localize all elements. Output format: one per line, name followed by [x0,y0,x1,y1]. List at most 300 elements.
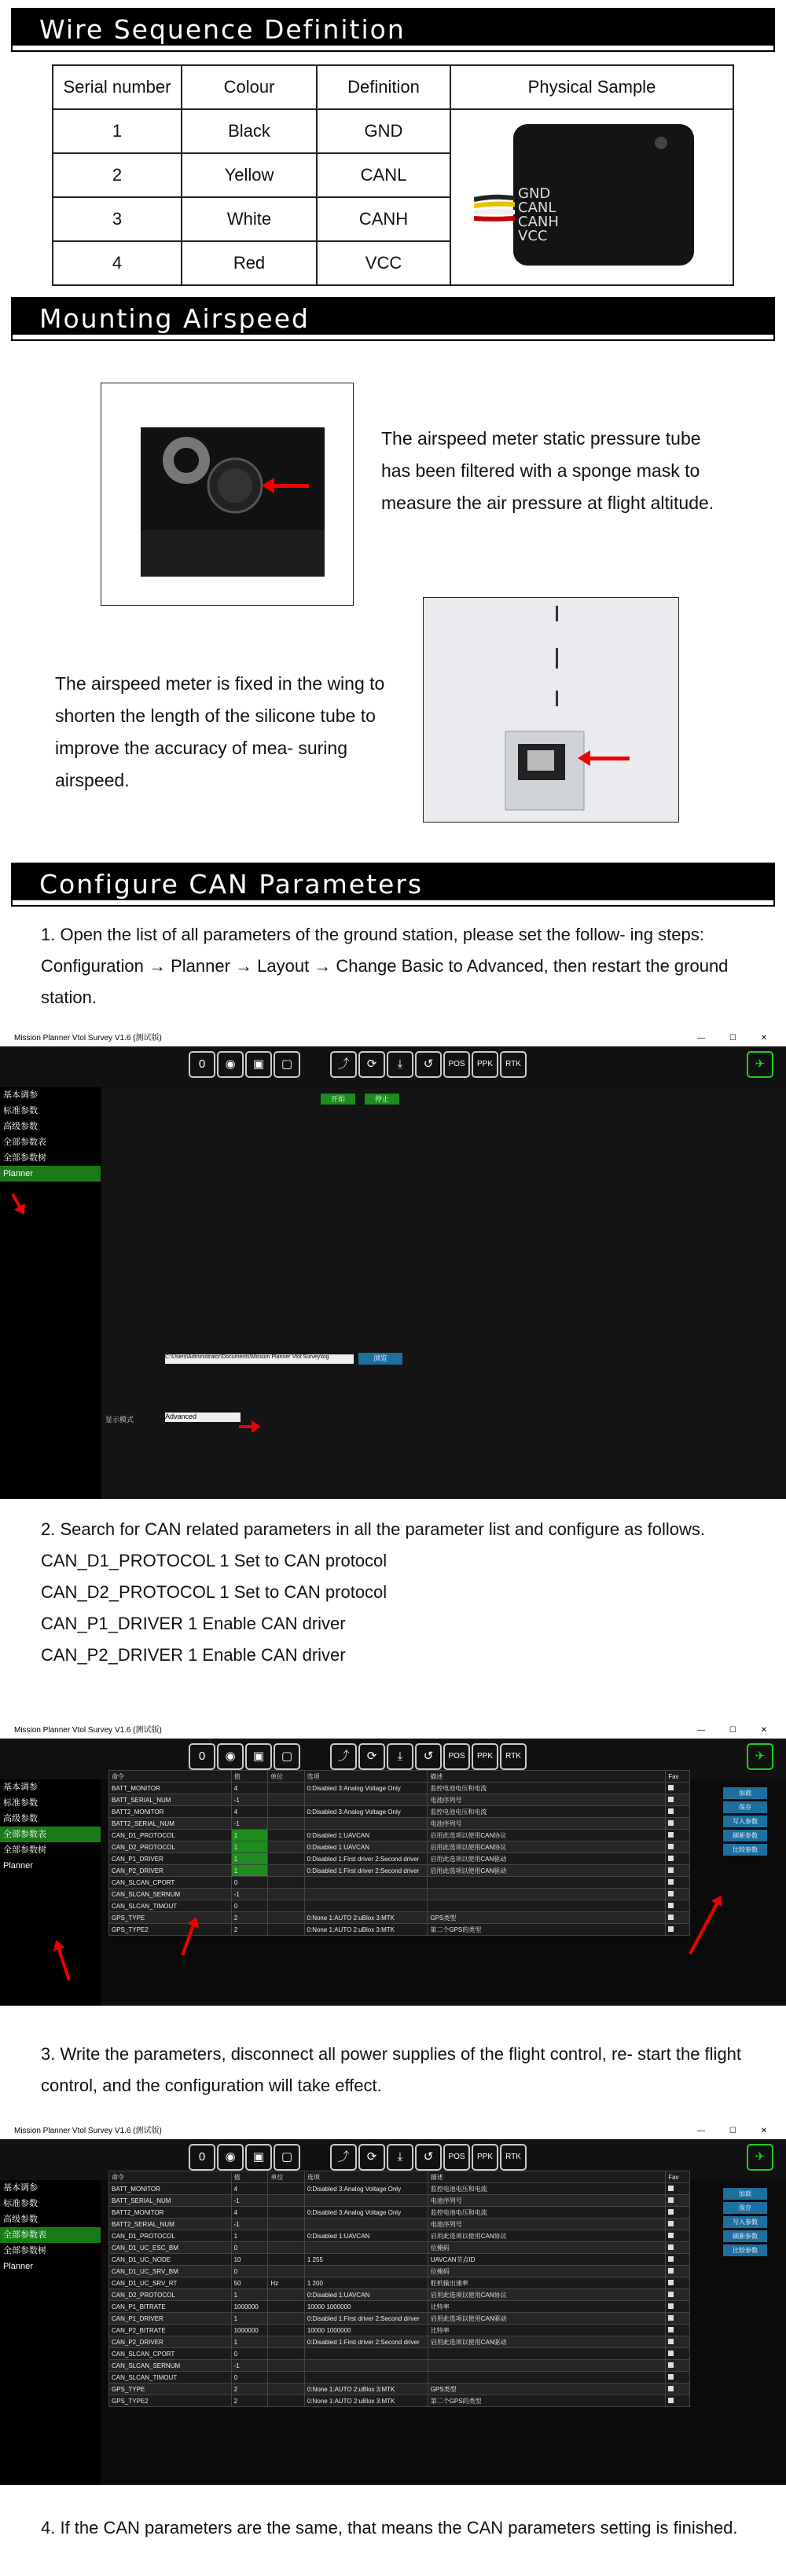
checkbox-box[interactable] [668,2386,674,2391]
refresh-params-button[interactable]: 刷新参数 [723,2230,767,2242]
param-row[interactable] [109,2266,690,2277]
param-row[interactable] [109,1900,690,1912]
param-table-written [108,2171,690,2407]
param-row[interactable] [109,2277,690,2289]
param-desc: 监控电池电压和电流 [428,2183,666,2195]
start-button[interactable]: 开始 [321,1094,355,1105]
unlock-icon[interactable]: ▢ [274,2144,300,2171]
sidebar-item[interactable]: 标准参数 [3,2199,38,2208]
window-controls[interactable]: — ☐ ✕ [697,1034,778,1042]
land-icon[interactable]: ⤓ [387,1743,413,1770]
param-name: CAN_D1_PROTOCOL [109,2230,232,2242]
param-options [304,2195,428,2207]
save-button[interactable]: 保存 [723,2202,767,2214]
param-value[interactable]: -1 [231,2219,268,2230]
param-desc: GPS类型 [428,2384,666,2395]
sponge-mask-illustration [101,383,353,605]
param-value[interactable]: 1000000 [231,2301,268,2313]
zero-icon[interactable]: 0 [189,1051,215,1078]
fav-checkbox[interactable] [666,2301,690,2313]
fav-checkbox[interactable] [666,2336,690,2348]
checkbox-box[interactable] [668,2339,674,2344]
col-fav: Fav [666,2171,690,2183]
param-row[interactable] [109,2372,690,2384]
checkbox-box[interactable] [668,2186,674,2191]
step-1-text: 1. Open the list of all parameters of the ground station, please set the follow- ing steps: Configuration → Planner → Layout → Change Basic to Advanced, then restart the ground station. [41,925,729,1007]
load-button[interactable]: 加载 [723,1787,767,1799]
param-value[interactable]: 1000000 [231,2325,268,2336]
param-name: GPS_TYPE2 [109,2395,232,2407]
param-desc: 启用此选项以使用CAN协议 [428,1830,666,1841]
compare-params-button[interactable]: 比较参数 [723,1844,767,1856]
fav-checkbox[interactable] [666,2230,690,2242]
rtk-icon[interactable]: RTK [500,2144,527,2171]
step-2-intro: 2. Search for CAN related parameters in all the parameter list and configure as follows. [41,1519,705,1539]
param-value[interactable]: 0 [231,2348,268,2360]
fav-checkbox[interactable] [666,1806,690,1818]
connect-icon[interactable]: ✈ [747,2144,773,2171]
param-name: CAN_SLCAN_CPORT [109,1877,232,1889]
sidebar-item[interactable]: 标准参数 [3,1798,38,1808]
param-unit [268,2384,304,2395]
checkbox-box[interactable] [668,2351,674,2356]
param-value[interactable]: -1 [231,1794,267,1806]
unlock-icon[interactable]: ▢ [274,1743,300,1770]
checkbox-box[interactable] [668,2315,674,2321]
checkbox-box[interactable] [668,2244,674,2250]
checkbox-box[interactable] [668,1891,674,1896]
sample-photo-cell [450,109,733,285]
param-value[interactable]: -1 [231,1889,267,1900]
label-vcc: VCC [518,228,548,244]
param-value[interactable]: 4 [231,1783,267,1794]
param-row[interactable] [109,2230,690,2242]
takeoff-icon[interactable]: ⤴ [330,1743,357,1770]
param-desc: 监控电池电压和电流 [428,2207,666,2219]
checkbox-box[interactable] [668,2362,674,2368]
fav-checkbox[interactable] [666,2242,690,2254]
param-options: 0:Disabled 1:UAVCAN [304,2230,428,2242]
land-icon[interactable]: ⤓ [387,2144,413,2171]
col-value: 值 [231,2171,268,2183]
param-desc: 位掩码 [428,2242,666,2254]
section-banner [13,9,773,50]
rtl-icon[interactable]: ↺ [415,2144,442,2171]
param-name: BATT_MONITOR [109,1783,232,1794]
sidebar-item-full-param-list[interactable]: 全部参数表 [0,2227,101,2243]
window-title: Mission Planner Vtol Survey V1.6 (测试版) [14,2127,162,2135]
layout-select[interactable]: Advanced [165,1413,241,1422]
fav-checkbox[interactable] [666,2313,690,2325]
param-unit [268,1912,305,1924]
param-value[interactable]: 0 [231,1900,267,1912]
step-3-text: 3. Write the parameters, disconnect all power supplies of the flight control, re- start the flight control, and the configuration will take effect. [41,2044,742,2095]
param-name: CAN_D2_PROTOCOL [109,1841,232,1853]
param-desc: 舵机输出速率 [428,2277,666,2289]
checkbox-box[interactable] [668,1879,674,1885]
param-row[interactable] [109,1853,690,1865]
mounting-text-1: The airspeed meter static pressure tube has been filtered with a sponge mask to measure the air pressure at flight altitude. [381,428,714,513]
browse-button[interactable]: 浏览 [358,1353,402,1365]
checkbox-box[interactable] [668,2398,674,2403]
param-row[interactable] [109,1865,690,1877]
param-row[interactable] [109,1783,690,1794]
param-unit [268,1841,305,1853]
param-row[interactable] [109,1818,690,1830]
param-value[interactable]: -1 [231,1818,267,1830]
cell: 2 [53,153,182,197]
lock-icon[interactable]: ▣ [245,2144,272,2171]
param-options: 0:None 1:AUTO 2:uBlox 3:MTK [304,2395,428,2407]
ppk-icon[interactable]: PPK [472,2144,498,2171]
param-value[interactable]: 4 [231,2207,268,2219]
ppk-icon[interactable]: PPK [472,1051,498,1078]
param-header-row [109,2171,690,2183]
checkbox-box[interactable] [668,1832,674,1838]
param-options: 0:Disabled 3:Analog Voltage Only [304,1783,428,1794]
param-row[interactable] [109,2336,690,2348]
loiter-icon[interactable]: ⟳ [358,1051,385,1078]
rtl-icon[interactable]: ↺ [415,1051,442,1078]
param-desc: 启用此选项以使用CAN驱动 [428,1853,666,1865]
param-unit [268,2207,304,2219]
param-options [304,2360,428,2372]
sidebar-item[interactable]: 全部参数树 [3,1845,46,1855]
col-desc: 描述 [428,1771,666,1783]
checkbox-box[interactable] [668,2374,674,2380]
fav-checkbox[interactable] [666,1865,690,1877]
param-desc [428,1889,666,1900]
param-row[interactable] [109,1889,690,1900]
param-value[interactable]: 2 [231,1924,267,1936]
sidebar-item[interactable]: 全部参数树 [3,1153,46,1163]
param-row[interactable] [109,2348,690,2360]
checkbox-box[interactable] [668,2233,674,2238]
ground-station-window-1 [0,1031,786,1499]
fav-checkbox[interactable] [666,2266,690,2277]
window-title: Mission Planner Vtol Survey V1.6 (测试版) [14,1034,162,1042]
param-value[interactable]: 1 [231,1830,267,1841]
rtk-icon[interactable]: RTK [500,1743,527,1770]
fav-checkbox[interactable] [666,1818,690,1830]
param-desc: 电池序列号 [428,2219,666,2230]
param-row[interactable] [109,2219,690,2230]
param-desc: 启用此选项以使用CAN协议 [428,2289,666,2301]
param-value[interactable]: 2 [231,1912,267,1924]
param-name: BATT2_MONITOR [109,1806,232,1818]
param-unit [268,1889,305,1900]
param-row[interactable] [109,2289,690,2301]
cell: 1 [53,109,182,153]
param-row[interactable] [109,2395,690,2407]
fav-checkbox[interactable] [666,1794,690,1806]
checkbox-box[interactable] [668,1856,674,1861]
param-row[interactable] [109,2195,690,2207]
param-options: 0:Disabled 1:UAVCAN [304,1841,428,1853]
takeoff-icon[interactable]: ⤴ [330,1051,357,1078]
fav-checkbox[interactable] [666,1912,690,1924]
param-desc: 启用此选项以使用CAN协议 [428,2230,666,2242]
param-desc: 比特率 [428,2301,666,2313]
param-options: 10000 1000000 [304,2325,428,2336]
param-row[interactable] [109,2360,690,2372]
load-button[interactable]: 加载 [723,2188,767,2200]
checkbox-box[interactable] [668,1903,674,1908]
compare-params-button[interactable]: 比较参数 [723,2244,767,2256]
checkbox-box[interactable] [668,2280,674,2285]
checkbox-box[interactable] [668,2303,674,2309]
window-title: Mission Planner Vtol Survey V1.6 (测试版) [14,1726,162,1735]
param-name: BATT2_MONITOR [109,2207,232,2219]
sidebar-item[interactable]: 高级参数 [3,2215,38,2224]
param-row[interactable] [109,1841,690,1853]
checkbox-box[interactable] [668,1867,674,1873]
table-header-row [53,65,733,109]
camera-icon[interactable]: ◉ [217,2144,244,2171]
fav-checkbox[interactable] [666,1924,690,1936]
window-controls[interactable]: — ☐ ✕ [697,2127,778,2135]
param-unit [268,2395,304,2407]
param-value[interactable]: 1 [231,2313,268,2325]
param-value[interactable]: 50 [231,2277,268,2289]
sidebar-item[interactable]: 基本调参 [3,1090,38,1100]
param-unit [268,1853,305,1865]
fav-checkbox[interactable] [666,1877,690,1889]
param-name: CAN_D1_PROTOCOL [109,1830,232,1841]
param-row[interactable] [109,2325,690,2336]
checkbox-box[interactable] [668,2256,674,2262]
param-desc [428,2372,666,2384]
checkbox-box[interactable] [668,2292,674,2297]
fav-checkbox[interactable] [666,1889,690,1900]
write-params-button[interactable]: 写入参数 [723,2216,767,2228]
fav-checkbox[interactable] [666,2289,690,2301]
fav-checkbox[interactable] [666,2372,690,2384]
param-unit [268,2195,304,2207]
unlock-icon[interactable]: ▢ [274,1051,300,1078]
loiter-icon[interactable]: ⟳ [358,2144,385,2171]
fav-checkbox[interactable] [666,1841,690,1853]
param-unit [268,2289,304,2301]
log-path-input[interactable]: C:\Users\Administrator\Documents\Mission Planner Vtol Survey\log [165,1354,354,1364]
connect-icon[interactable]: ✈ [747,1743,773,1770]
checkbox-box[interactable] [668,1808,674,1814]
param-row[interactable] [109,2207,690,2219]
pos-icon[interactable]: POS [443,1743,470,1770]
param-value[interactable]: 10 [231,2254,268,2266]
land-icon[interactable]: ⤓ [387,1051,413,1078]
sidebar-item-full-param-list[interactable]: 全部参数表 [0,1827,101,1842]
connect-icon[interactable]: ✈ [747,1051,773,1078]
param-options: 1 255 [304,2254,428,2266]
param-desc: 电池序列号 [428,1818,666,1830]
cell: CANL [317,153,450,197]
param-row[interactable] [109,2183,690,2195]
pos-icon[interactable]: POS [443,1051,470,1078]
rtl-icon[interactable]: ↺ [415,1743,442,1770]
fav-checkbox[interactable] [666,2183,690,2195]
header-definition: Definition [317,65,450,109]
window-titlebar [0,1723,786,1739]
window-controls[interactable]: — ☐ ✕ [697,1726,778,1735]
param-row[interactable] [109,2254,690,2266]
section-title: Mounting Airspeed [39,303,310,334]
ppk-icon[interactable]: PPK [472,1743,498,1770]
sidebar-item[interactable]: 全部参数树 [3,2246,46,2255]
param-value[interactable]: 1 [231,2289,268,2301]
param-name: CAN_P2_DRIVER [109,1865,232,1877]
param-value[interactable]: 4 [231,1806,267,1818]
sidebar-item[interactable]: 高级参数 [3,1122,38,1131]
param-row[interactable] [109,1806,690,1818]
checkbox-box[interactable] [668,1820,674,1826]
fav-checkbox[interactable] [666,2360,690,2372]
param-unit [268,2254,304,2266]
config-sidebar [0,2180,101,2485]
param-row[interactable] [109,2301,690,2313]
param-row[interactable] [109,1830,690,1841]
param-value[interactable]: 2 [231,2384,268,2395]
fav-checkbox[interactable] [666,2195,690,2207]
param-value[interactable]: 2 [231,2395,268,2407]
zero-icon[interactable]: 0 [189,1743,215,1770]
param-unit [268,1818,305,1830]
config-sidebar [0,1087,101,1499]
fav-checkbox[interactable] [666,2219,690,2230]
param-options [304,1889,428,1900]
param-row[interactable] [109,2313,690,2325]
checkbox-box[interactable] [668,2221,674,2226]
fav-checkbox[interactable] [666,1900,690,1912]
param-options [304,2242,428,2254]
zero-icon[interactable]: 0 [189,2144,215,2171]
param-row[interactable] [109,1877,690,1889]
fav-checkbox[interactable] [666,1830,690,1841]
cell: Yellow [182,153,317,197]
param-unit [268,2360,304,2372]
cell: GND [317,109,450,153]
checkbox-box[interactable] [668,2209,674,2215]
checkbox-box[interactable] [668,1785,674,1790]
param-options: 0:Disabled 1:UAVCAN [304,1830,428,1841]
lock-icon[interactable]: ▣ [245,1743,272,1770]
param-name: CAN_D1_UC_SRV_RT [109,2277,232,2289]
sidebar-item-planner[interactable]: Planner [0,1166,101,1182]
param-value[interactable]: 1 [231,1841,267,1853]
sidebar-item[interactable]: Planner [3,1861,33,1871]
step-2-line: CAN_D1_PROTOCOL 1 Set to CAN protocol [41,1551,387,1570]
sidebar-item[interactable]: 基本调参 [3,1783,38,1792]
param-unit [268,2219,304,2230]
fav-checkbox[interactable] [666,2325,690,2336]
save-button[interactable]: 保存 [723,1801,767,1813]
param-value[interactable]: 0 [231,2266,268,2277]
sidebar-item[interactable]: 标准参数 [3,1106,38,1116]
param-value[interactable]: 1 [231,1865,267,1877]
camera-icon[interactable]: ◉ [217,1051,244,1078]
param-value[interactable]: -1 [231,2195,268,2207]
param-value[interactable]: 4 [231,2183,268,2195]
param-unit [268,2230,304,2242]
sidebar-item[interactable]: 全部参数表 [3,1138,46,1147]
checkbox-box[interactable] [668,2268,674,2274]
param-row[interactable] [109,1794,690,1806]
param-unit [268,2313,304,2325]
sponge-mask-photo [101,383,354,606]
sidebar-item[interactable]: 基本调参 [3,2183,38,2193]
checkbox-box[interactable] [668,1797,674,1802]
param-desc: 位掩码 [428,2266,666,2277]
param-row[interactable] [109,2242,690,2254]
stop-button[interactable]: 停止 [365,1094,399,1105]
param-name: CAN_SLCAN_TIMOUT [109,1900,232,1912]
param-unit [268,1865,305,1877]
fav-checkbox[interactable] [666,1853,690,1865]
section-title: Configure CAN Parameters [39,869,424,900]
header-colour: Colour [182,65,317,109]
param-options [304,1794,428,1806]
param-desc [428,1877,666,1889]
param-options [304,2372,428,2384]
write-params-button[interactable]: 写入参数 [723,1816,767,1827]
fav-checkbox[interactable] [666,1783,690,1794]
param-value[interactable]: 1 [231,2336,268,2348]
fav-checkbox[interactable] [666,2348,690,2360]
camera-icon[interactable]: ◉ [217,1743,244,1770]
param-value[interactable]: 0 [231,2372,268,2384]
checkbox-box[interactable] [668,1915,674,1920]
checkbox-box[interactable] [668,2327,674,2332]
checkbox-box[interactable] [668,1844,674,1849]
rtk-icon[interactable]: RTK [500,1051,527,1078]
window-titlebar [0,1031,786,1046]
param-desc: 第二个GPS的类型 [428,1924,666,1936]
checkbox-box[interactable] [668,2197,674,2203]
fav-checkbox[interactable] [666,2395,690,2407]
param-name: BATT_SERIAL_NUM [109,1794,232,1806]
fav-checkbox[interactable] [666,2277,690,2289]
checkbox-box[interactable] [668,1926,674,1932]
sidebar-item[interactable]: 高级参数 [3,1814,38,1823]
takeoff-icon[interactable]: ⤴ [330,2144,357,2171]
param-value[interactable]: 1 [231,2230,268,2242]
refresh-params-button[interactable]: 刷新参数 [723,1830,767,1841]
param-desc: GPS类型 [428,1912,666,1924]
param-options: 0:Disabled 1:First driver 2:Second driver [304,1853,428,1865]
param-value[interactable]: 0 [231,2242,268,2254]
param-unit [268,1877,305,1889]
col-fav: Fav [666,1771,690,1783]
fav-checkbox[interactable] [666,2207,690,2219]
wing-mount-photo [423,597,679,823]
cell: Black [182,109,317,153]
param-value[interactable]: 0 [231,1877,267,1889]
param-desc: 监控电池电压和电流 [428,1783,666,1794]
lock-icon[interactable]: ▣ [245,1051,272,1078]
fav-checkbox[interactable] [666,2384,690,2395]
param-value[interactable]: -1 [231,2360,268,2372]
param-options: 10000 1000000 [304,2301,428,2313]
ground-station-window-2 [0,1723,786,2006]
fav-checkbox[interactable] [666,2254,690,2266]
step-2-line: CAN_P1_DRIVER 1 Enable CAN driver [41,1614,346,1633]
param-row[interactable] [109,2384,690,2395]
param-value[interactable]: 1 [231,1853,267,1865]
col-desc: 描述 [428,2171,666,2183]
loiter-icon[interactable]: ⟳ [358,1743,385,1770]
sidebar-item[interactable]: Planner [3,2262,33,2271]
pos-icon[interactable]: POS [443,2144,470,2171]
